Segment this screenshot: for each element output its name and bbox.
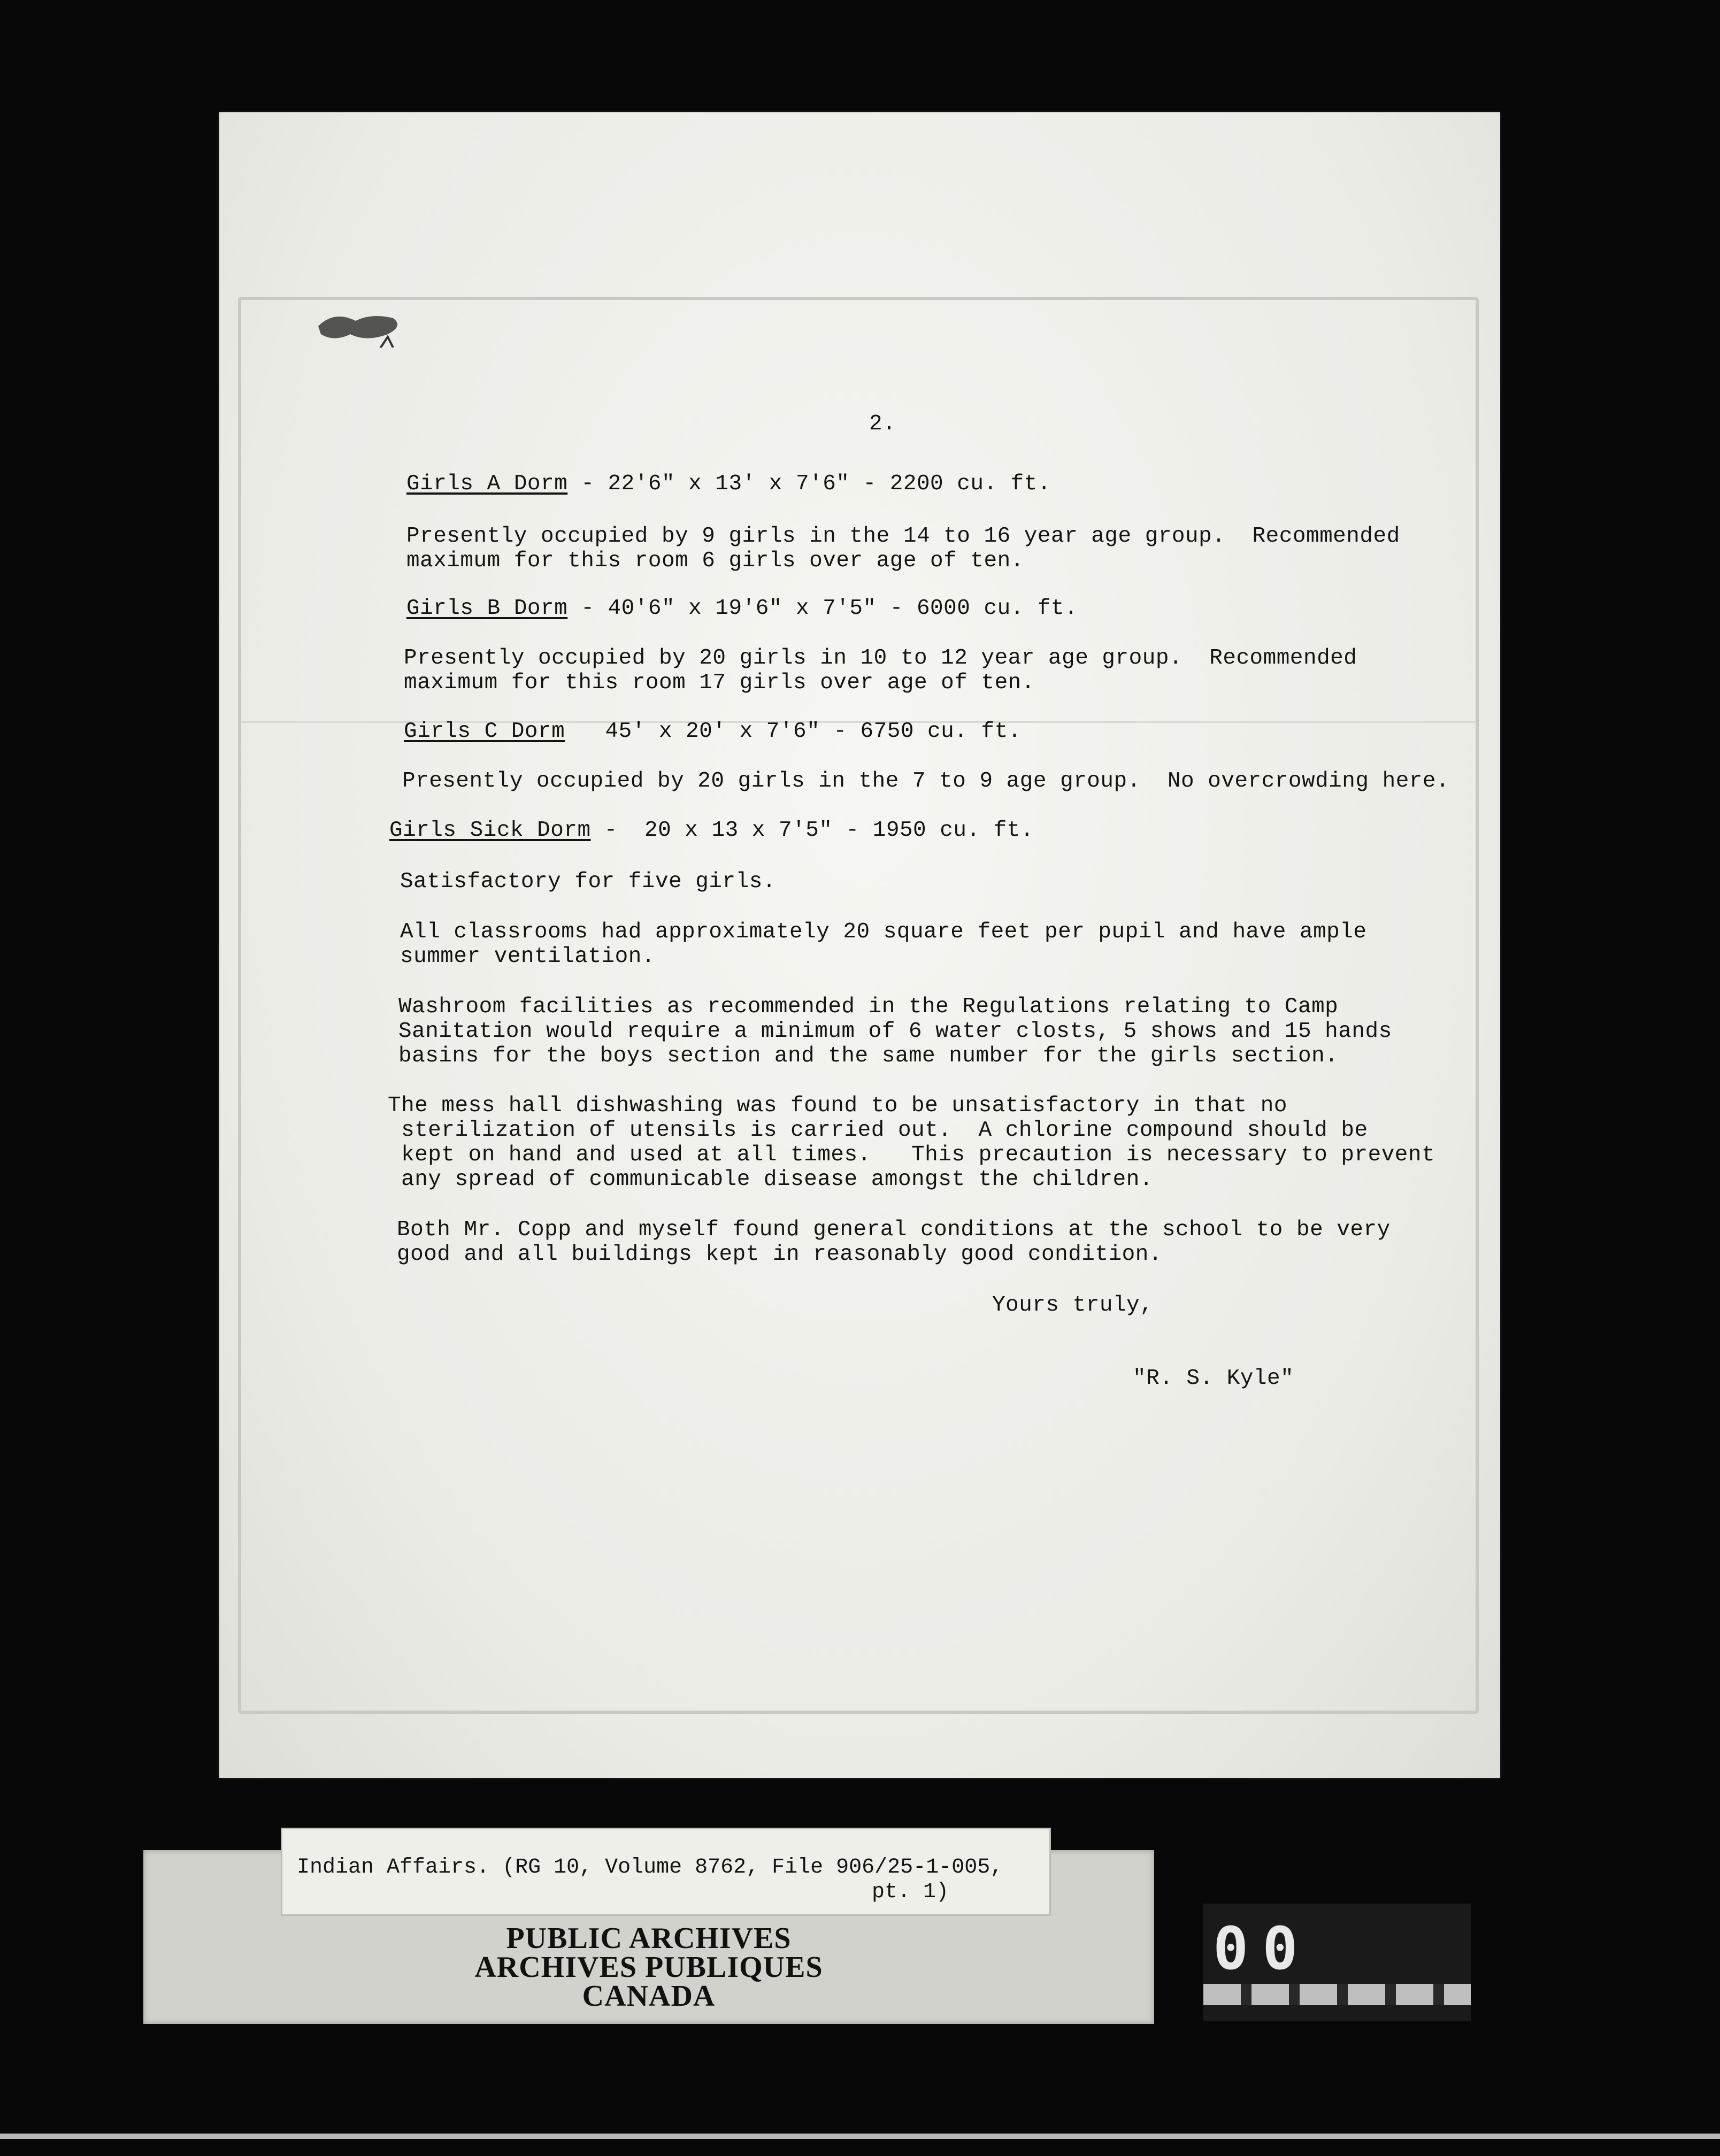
paragraph-line: any spread of communicable disease amongst the children.	[388, 1167, 1153, 1192]
paragraph-line: good and all buildings kept in reasonably good condition.	[397, 1242, 1162, 1267]
paragraph-line: Presently occupied by 9 girls in the 14 to 16 year age group. Recommended	[406, 524, 1400, 549]
section-heading: Girls A Dorm	[406, 472, 568, 496]
ink-stain	[313, 305, 409, 348]
archives-line: PUBLIC ARCHIVES	[506, 1922, 792, 1955]
paragraph-line: maximum for this room 17 girls over age of ten.	[404, 671, 1035, 695]
section-heading-line	[406, 596, 1078, 621]
archives-line: CANADA	[582, 1980, 716, 2013]
section-heading: Girls C Dorm	[404, 719, 565, 744]
section-heading: Girls B Dorm	[406, 596, 568, 621]
section-heading: Girls Sick Dorm	[389, 818, 591, 843]
section-spec: - 22'6" x 13' x 7'6" - 2200 cu. ft.	[567, 472, 1051, 496]
paragraph-line: Both Mr. Copp and myself found general conditions at the school to be very	[397, 1218, 1391, 1242]
section-heading-line	[404, 719, 1022, 744]
section-spec: - 20 x 13 x 7'5" - 1950 cu. ft.	[590, 818, 1034, 843]
reference-line: Indian Affairs. (RG 10, Volume 8762, File 906/25-1-005,	[297, 1855, 1003, 1880]
paragraph-line: summer ventilation.	[400, 944, 655, 969]
paragraph-line: kept on hand and used at all times. This precaution is necessary to prevent	[388, 1143, 1435, 1167]
paragraph-line: Presently occupied by 20 girls in the 7 to 9 age group. No overcrowding here.	[402, 769, 1450, 794]
section-spec: - 40'6" x 19'6" x 7'5" - 6000 cu. ft.	[567, 596, 1078, 621]
film-edge	[0, 2134, 1720, 2139]
paragraph-line: All classrooms had approximately 20 square feet per pupil and have ample	[400, 920, 1367, 944]
paragraph-line: Presently occupied by 20 girls in 10 to 12 year age group. Recommended	[404, 646, 1357, 671]
paragraph-line: basins for the boys section and the same number for the girls section.	[398, 1044, 1339, 1068]
reference-line: pt. 1)	[872, 1880, 949, 1904]
section-heading-line	[389, 818, 1034, 843]
frame-counter	[1203, 1904, 1471, 2021]
paragraph-line: Satisfactory for five girls.	[400, 869, 776, 894]
page-number: 2.	[869, 412, 896, 436]
signature: "R. S. Kyle"	[1133, 1366, 1294, 1391]
archives-stamp	[143, 1924, 1154, 2011]
frame-digits: 00	[1213, 1914, 1312, 1983]
paragraph-line: maximum for this room 6 girls over age of ten.	[406, 549, 1024, 573]
section-heading-line	[406, 472, 1051, 497]
section-spec: 45' x 20' x 7'6" - 6750 cu. ft.	[565, 719, 1022, 744]
frame-strip	[1203, 1984, 1471, 2005]
paragraph-line: sterilization of utensils is carried out. A chlorine compound should be	[388, 1118, 1368, 1143]
closing: Yours truly,	[992, 1293, 1154, 1318]
paragraph-line: The mess hall dishwashing was found to be unsatisfactory in that no	[388, 1094, 1287, 1118]
paragraph-line: Washroom facilities as recommended in the Regulations relating to Camp	[398, 995, 1339, 1019]
archives-line: ARCHIVES PUBLIQUES	[474, 1951, 823, 1984]
paragraph-line: Sanitation would require a minimum of 6 water closts, 5 shows and 15 hands	[398, 1019, 1392, 1044]
